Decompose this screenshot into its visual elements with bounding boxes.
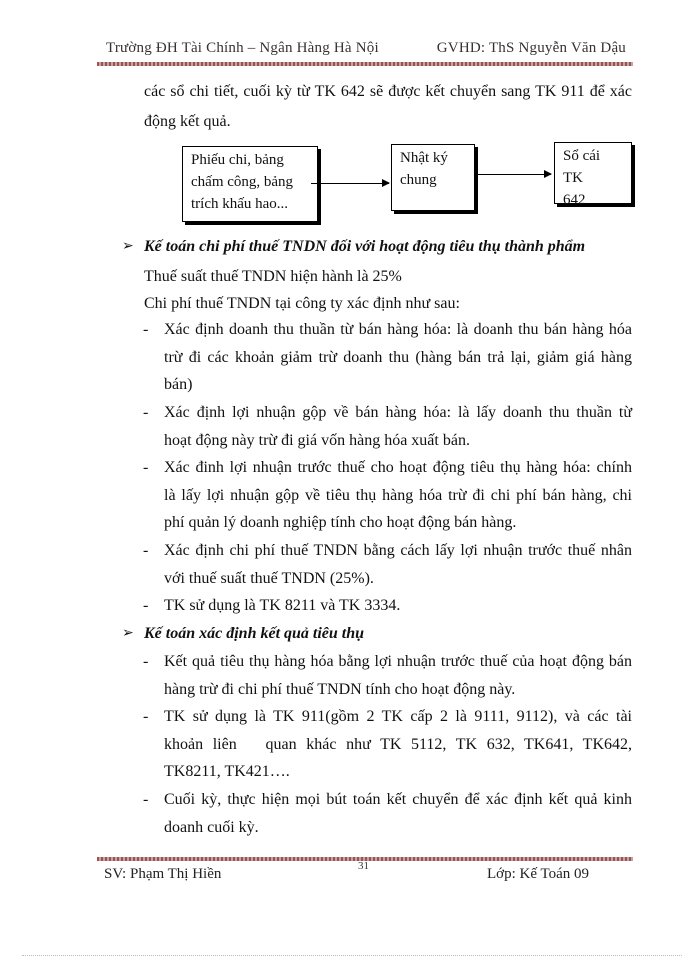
s1-item5-line1: TK sử dụng là TK 8211 và TK 3334. xyxy=(164,597,401,614)
flow-box-ledger-642 xyxy=(554,142,632,208)
flow-arrow-1 xyxy=(311,183,389,184)
s1-item1-line2: trừ đi các khoản giảm trừ doanh thu (hàng bán trả lại, giảm giá hàng xyxy=(164,349,632,366)
dash-bullet: - xyxy=(143,791,149,808)
s2-item3-line2: doanh cuối kỳ. xyxy=(164,819,259,836)
flow-box1-line: Phiếu chi, bảng xyxy=(191,152,284,168)
flow-box1-line: trích khấu hao... xyxy=(191,196,289,212)
s1-item4-line2: với thuế suất thuế TNDN (25%). xyxy=(164,570,374,587)
s2-item2-line2: khoản liên quan khác như TK 5112, TK 632, TK641, TK642, xyxy=(164,736,632,753)
intro-line-2: động kết quả. xyxy=(144,113,231,130)
dash-bullet: - xyxy=(143,459,149,476)
header-school: Trường ĐH Tài Chính – Ngân Hàng Hà Nội xyxy=(106,40,379,56)
dash-bullet: - xyxy=(143,404,149,421)
s1-item3-line3: phí quản lý doanh nghiệp tính cho hoạt động bán hàng. xyxy=(164,514,517,531)
intro-line-1: các sổ chi tiết, cuối kỳ từ TK 642 sẽ được kết chuyển sang TK 911 để xác xyxy=(144,83,632,100)
s2-item3-line1: Cuối kỳ, thực hiện mọi bút toán kết chuyển để xác định kết quả kinh xyxy=(164,791,632,808)
page-header xyxy=(100,40,630,62)
header-advisor: GVHD: ThS Nguyễn Văn Dậu xyxy=(436,40,626,56)
footer-student: SV: Phạm Thị Hiền xyxy=(104,866,222,882)
arrow-bullet-icon: ➢ xyxy=(122,238,134,254)
s1-item1-line3: bán) xyxy=(164,376,193,393)
flow-box2-line: Nhật ký xyxy=(400,150,448,166)
flow-box3-line: 642 xyxy=(563,192,586,208)
flow-box3-line: Sổ cái TK xyxy=(563,148,601,186)
dash-bullet: - xyxy=(143,321,149,338)
flow-box-source-documents xyxy=(182,146,318,222)
section2-heading: Kế toán xác định kết quả tiêu thụ xyxy=(144,625,365,642)
s1-item3-line2: là lấy lợi nhuận gộp về tiêu thụ hàng hóa trừ đi chi phí bán hàng, chi xyxy=(164,487,632,504)
flow-box2-line: chung xyxy=(400,172,437,188)
flow-arrow-2 xyxy=(475,174,551,175)
s2-item2-line1: TK sử dụng là TK 911(gồm 2 TK cấp 2 là 9111, 9112), và các tài xyxy=(164,708,632,725)
s2-item2-line3: TK8211, TK421…. xyxy=(164,763,290,780)
page-bottom-dotted-line xyxy=(22,955,682,957)
page-number: 31 xyxy=(358,860,369,872)
header-rule xyxy=(97,62,633,66)
dash-bullet: - xyxy=(143,708,149,725)
flow-box-general-journal xyxy=(391,144,475,211)
s2-item1-line1: Kết quả tiêu thụ hàng hóa bằng lợi nhuận trước thuế của hoạt động bán xyxy=(164,653,632,670)
dash-bullet: - xyxy=(143,597,149,614)
s2-item1-line2: hàng trừ đi chi phí thuế TNDN tính cho hoạt động này. xyxy=(164,681,516,698)
s1-item2-line1: Xác định lợi nhuận gộp về bán hàng hóa: là lấy doanh thu thuần từ xyxy=(164,404,632,421)
arrow-bullet-icon: ➢ xyxy=(122,625,134,641)
s1-item4-line1: Xác định chi phí thuế TNDN bằng cách lấy lợi nhuận trước thuế nhân xyxy=(164,542,632,559)
section1-tax-rate: Thuế suất thuế TNDN hiện hành là 25% xyxy=(144,268,402,285)
s1-item2-line2: hoạt động này trừ đi giá vốn hàng hóa xuất bán. xyxy=(164,432,470,449)
s1-item1-line1: Xác định doanh thu thuần từ bán hàng hóa: là doanh thu bán hàng hóa xyxy=(164,321,632,338)
footer-class: Lớp: Kế Toán 09 xyxy=(487,866,590,882)
section1-heading: Kế toán chi phí thuế TNDN đối với hoạt động tiêu thụ thành phẩm xyxy=(144,238,586,255)
dash-bullet: - xyxy=(143,542,149,559)
flow-box1-line: chấm công, bảng xyxy=(191,174,294,190)
dash-bullet: - xyxy=(143,653,149,670)
section1-intro: Chi phí thuế TNDN tại công ty xác định như sau: xyxy=(144,295,460,312)
s1-item3-line1: Xác đinh lợi nhuận trước thuế cho hoạt động tiêu thụ hàng hóa: chính xyxy=(164,459,632,476)
